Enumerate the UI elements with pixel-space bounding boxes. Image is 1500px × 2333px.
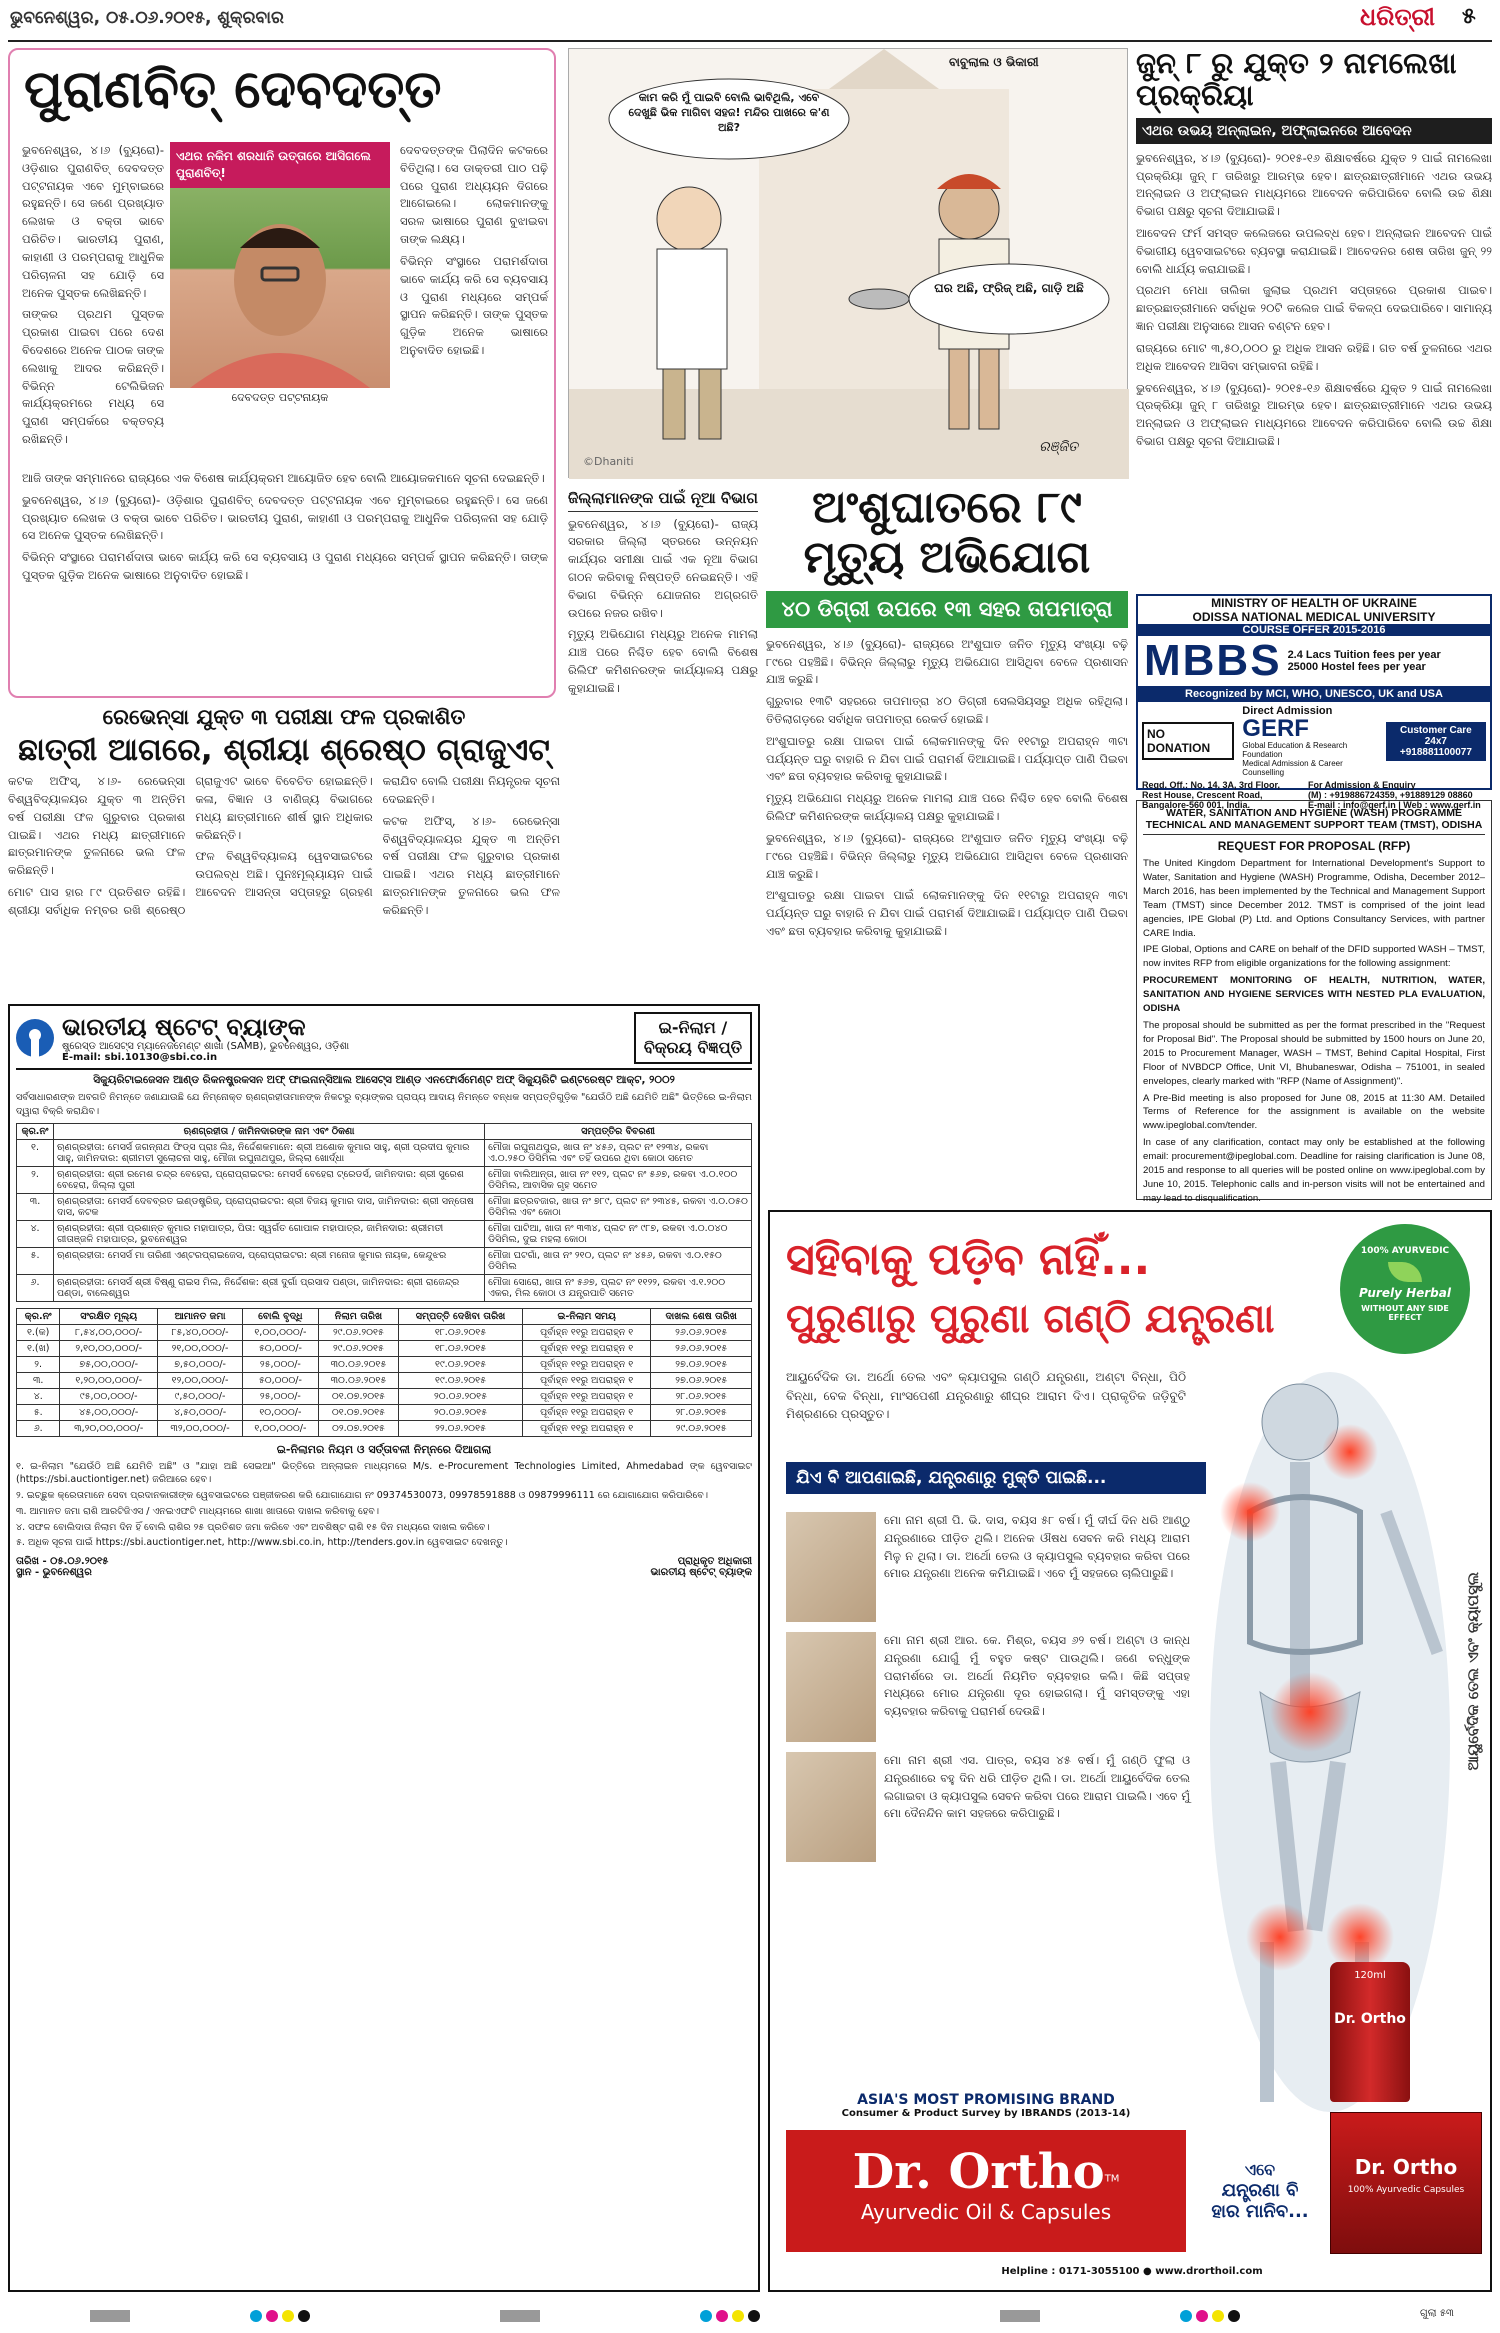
mbbs-row [1138, 636, 1490, 686]
table-cell: ୨,୧୦,୦୦,୦୦୦/- [60, 1340, 158, 1356]
table-cell: ୬. [17, 1274, 54, 1301]
table-cell: ୨୭.୦୬.୨୦୧୫ [651, 1372, 752, 1388]
rfp-p2: IPE Global, Options and CARE on behalf of the DFID supported WASH – TMST, now invites RFP from eligible organizations for the following assignment: [1143, 944, 1485, 970]
col-header: କ୍ର.ନଂ [17, 1123, 54, 1139]
color-mark-yellow [282, 2310, 294, 2322]
ad-enquiry: For Admission & Enquiry [1308, 780, 1416, 790]
table-cell: ୬. [17, 1420, 60, 1436]
rfp-org2: TECHNICAL AND MANAGEMENT SUPPORT TEAM (TMST), ODISHA [1143, 819, 1485, 835]
story-body-bottom [22, 470, 548, 589]
auction-table-body [17, 1324, 752, 1436]
photo-caption: ଦେବଦତ୍ତ ପଟ୍ଟନାୟକ [231, 390, 329, 404]
table-cell: ୨୯.୦୬.୨୦୧୫ [318, 1340, 398, 1356]
col-header: ବୋଲି ବୃଦ୍ଧି [243, 1308, 319, 1324]
mbbs-label: MBBS [1144, 636, 1282, 685]
cartoon-panel [568, 48, 1128, 478]
table-cell: ପୂର୍ବାହ୍ନ ୧୧ରୁ ଅପରାହ୍ନ ୧ [522, 1356, 651, 1372]
story-title: ଜୁନ୍ ୮ ରୁ ଯୁକ୍ତ ୨ ନାମଲେଖା ପ୍ରକ୍ରିୟା [1136, 46, 1457, 112]
paragraph: ରାଜ୍ୟରେ ମୋଟ ୩,୫୦,୦୦୦ ରୁ ଅଧିକ ଆସନ ରହିଛି। ଗତ ବର୍ଷ ତୁଳନାରେ ଏଥର ଅଧିକ ଆବେଦନ ଆସିବା ସମ୍ଭାବନା ରହିଛି। [1136, 340, 1492, 373]
notice-type-1: ଇ-ନିଲାମ / [658, 1018, 728, 1037]
table-row [17, 1193, 752, 1220]
table-cell: ଋଣଗ୍ରହୀତା: ମେସର୍ସ ଦେବବ୍ରତ ଇଣ୍ଡଷ୍ଟ୍ରିଜ୍, ପ୍ରୋପ୍ରାଇଟର: ଶ୍ରୀ ବିଜୟ କୁମାର ଦାସ, ଜାମିନଦାର: ଶ୍ରୀ ସନ୍ତୋଷ ଦାସ, କଟକ [54, 1193, 485, 1220]
paragraph: ବିଭିନ୍ନ ସଂସ୍ଥାରେ ପରାମର୍ଶଦାତା ଭାବେ କାର୍ଯ୍ୟ କରି ସେ ବ୍ୟବସାୟ ଓ ପୁରାଣ ମଧ୍ୟରେ ସମ୍ପର୍କ ସ୍ଥାପନ କରିଛନ୍ତି। ତାଙ୍କ ପୁସ୍ତକ ଗୁଡ଼ିକ ଅନେକ ଭାଷାରେ ଅନୁବାଦିତ ହୋଇଛି। [22, 550, 548, 583]
paragraph: କଟକ ଅଫିସ୍, ୪।୬- ରେଭେନ୍ସା ବିଶ୍ୱବିଦ୍ୟାଳୟର ଯୁକ୍ତ ୩ ଅନ୍ତିମ ବର୍ଷ ପରୀକ୍ଷା ଫଳ ଗୁରୁବାର ପ୍ରକାଶ ପାଇଛି। ଏଥର ମଧ୍ୟ ଛାତ୍ରୀମାନେ ଛାତ୍ରମାନଙ୍କ ତୁଳନାରେ ଭଲ ଫଳ କରିଛନ୍ତି। [8, 774, 186, 878]
table-cell: ୩. [17, 1193, 54, 1220]
cartoon-tag: ବାବୁଲାଲ ଓ ଭିକାରୀ [949, 55, 1039, 69]
col-header: ସଂରକ୍ଷିତ ମୂଲ୍ୟ [60, 1308, 158, 1324]
sbi-bank-name: ଭାରତୀୟ ଷ୍ଟେଟ୍ ବ୍ୟାଙ୍କ [62, 1013, 306, 1041]
color-mark-magenta [1196, 2310, 1208, 2322]
gerf-logo: GERF [1242, 715, 1309, 742]
table-cell: ପୂର୍ବାହ୍ନ ୧୧ରୁ ଅପରାହ୍ନ ୧ [522, 1420, 651, 1436]
table-cell: ୨୭.୦୬.୨୦୧୫ [651, 1356, 752, 1372]
table-row [17, 1356, 752, 1372]
masthead-rule [8, 40, 1492, 42]
table-cell: ୫୦,୦୦୦/- [243, 1372, 319, 1388]
gray-bar [1000, 2310, 1040, 2322]
rfp-heading: REQUEST FOR PROPOSAL (RFP) [1217, 839, 1411, 853]
table-cell: ୨୮.୦୬.୨୦୧୫ [651, 1404, 752, 1420]
care-number: +918881100077 [1399, 746, 1472, 758]
footer-strip [0, 2300, 1500, 2333]
table-cell: ପୂର୍ବାହ୍ନ ୧୧ରୁ ଅପରାହ୍ନ ୧ [522, 1388, 651, 1404]
story-title-line1: ରେଭେନ୍ସା ଯୁକ୍ତ ୩ ପରୀକ୍ଷା ଫଳ ପ୍ରକାଶିତ [102, 705, 466, 729]
table-header-row [17, 1308, 752, 1324]
col-header: ଆମାନତ ଜମା [158, 1308, 243, 1324]
story-body [1136, 150, 1492, 451]
table-cell: ୨୫,୦୦୦/- [243, 1356, 319, 1372]
rfp-p1: The United Kingdom Department for International Development's Support to Water, Sanitation and Hygiene (WASH) Programme, Odisha, December 2012–March 2016, has been implemented by the Technical and Management Support Team (TMST) since December 2012. TMST is comprised of the joint lead agencies, IPE Global (P) Ltd. and Options Consultancy Services, with partner CARE India. [1143, 858, 1485, 939]
paragraph: ଭୁବନେଶ୍ୱର, ୪।୬ (ବ୍ୟୁରୋ)- ଓଡ଼ିଶାର ପୁରାଣବିତ୍ ଦେବଦତ୍ତ ପଟ୍ଟନାୟକ ଏବେ ମୁମ୍ବାଇରେ ରହୁଛନ୍ତି। ସେ ଜଣେ ପ୍ରଖ୍ୟାତ ଲେଖକ ଓ ବକ୍ତା ଭାବେ ପରିଚିତ। ଭାରତୀୟ ପୁରାଣ, କାହାଣୀ ଓ ପରମ୍ପରାକୁ ଆଧୁନିକ ପରିଚାଳନା ସହ ଯୋଡ଼ି ସେ ଅନେକ ପୁସ୍ତକ ଲେଖିଛନ୍ତି। [22, 143, 164, 300]
table-cell: ୧,୦୦,୦୦୦/- [243, 1420, 319, 1436]
color-mark-black [1228, 2310, 1240, 2322]
table-cell: ୧୮.୦୬.୨୦୧୫ [399, 1340, 523, 1356]
color-mark-yellow [1212, 2310, 1224, 2322]
quote-banner: ଏଥର ନକିମ ଶରଧାନି ଉତ୍ତାରେ ଆସିଗଲେ ପୁରାଣବିତ୍! [170, 142, 390, 188]
table-cell: ୨୯.୦୬.୨୦୧୫ [318, 1324, 398, 1340]
paragraph: କଟକ ଅଫିସ୍, ୪।୬- ରେଭେନ୍ସା ବିଶ୍ୱବିଦ୍ୟାଳୟର ଯୁକ୍ତ ୩ ଅନ୍ତିମ ବର୍ଷ ପରୀକ୍ଷା ଫଳ ଗୁରୁବାର ପ୍ରକାଶ ପାଇଛି। ଏଥର ମଧ୍ୟ ଛାତ୍ରୀମାନେ ଛାତ୍ରମାନଙ୍କ ତୁଳନାରେ ଭଲ ଫଳ କରିଛନ୍ତି। [382, 813, 560, 917]
table-cell: ୯,୫୦,୦୦୦/- [158, 1388, 243, 1404]
product-box [1330, 2112, 1482, 2254]
portrait-icon [170, 188, 390, 388]
table-cell: ୫୦,୦୦୦/- [243, 1340, 319, 1356]
ad-line1: MINISTRY OF HEALTH OF UKRAINE [1211, 596, 1417, 610]
no-donation: NO DONATION [1142, 722, 1234, 760]
promising-1: ASIA'S MOST PROMISING BRAND [857, 2092, 1115, 2108]
rfp-notice [1136, 800, 1492, 1204]
table-cell: ୩୨,୦୦,୦୦୦/- [158, 1420, 243, 1436]
sbi-signatory: ପ୍ରାଧିକୃତ ଅଧିକାରୀ [677, 1556, 752, 1568]
paragraph: ମୋଟ ପାସ ହାର ୮୯ ପ୍ରତିଶତ ରହିଛି। ଶ୍ରୀୟା ସର୍ବାଧିକ ନମ୍ବର ରଖି ଶ୍ରେଷ୍ଠ ଗ୍ରାଜୁଏଟ ଭାବେ ବିବେଚିତ ହୋଇଛନ୍ତି। କଳା, ବିଜ୍ଞାନ ଓ ବାଣିଜ୍ୟ ବିଭାଗରେ ମଧ୍ୟ ଛାତ୍ରୀମାନେ ଶୀର୍ଷ ସ୍ଥାନ ଅଧିକାର କରିଛନ୍ତି। [8, 774, 373, 917]
story-title: ଜିଲ୍ଲାମାନଙ୍କ ପାଇଁ ନୂଆ ବିଭାଗ [568, 490, 758, 512]
term-item: ୪. ସଫଳ ବୋଲିଦାତା ନିଲାମ ଦିନ ହିଁ ବୋଲି ରାଶିର ୨୫ ପ୍ରତିଶତ ଜମା କରିବେ ଏବଂ ଅବଶିଷ୍ଟ ରାଶି ୧୫ ଦିନ ମଧ୍ୟରେ ଦାଖଲ କରିବେ। [16, 1521, 490, 1533]
paragraph: ଭୁବନେଶ୍ୱର, ୪।୬ (ବ୍ୟୁରୋ)- ରାଜ୍ୟ ସରକାର ଜିଲ୍ଲା ସ୍ତରରେ ଉନ୍ନୟନ କାର୍ଯ୍ୟର ସମୀକ୍ଷା ପାଇଁ ଏକ ନୂଆ ବିଭାଗ ଗଠନ କରିବାକୁ ନିଷ୍ପତ୍ତି ନେଇଛନ୍ତି। ଏହି ବିଭାଗ ବିଭିନ୍ନ ଯୋଜନାର ଅଗ୍ରଗତି ଉପରେ ନଜର ରଖିବ। [568, 516, 758, 620]
table-row [17, 1247, 752, 1274]
table-cell: ୦୧.୦୭.୨୦୧୫ [318, 1404, 398, 1420]
story-ravenshaw [8, 706, 560, 996]
table-cell: ମୌଜା ପାଟିଆ, ଖାତା ନଂ ୩୩୪, ପ୍ଲଟ ନଂ ୯୮୭, ରକବା ଏ.୦.୦୪୦ ଡିସିମିଲ, ଦୁଇ ମହଲା କୋଠା [485, 1220, 752, 1247]
table-cell: ୫. [17, 1404, 60, 1420]
rfp-assignment: PROCUREMENT MONITORING OF HEALTH, NUTRITION, WATER, SANITATION AND HYGIENE SERVICES WITH NESTED PLA EVALUATION, ODISHA [1143, 975, 1485, 1015]
fee-tuition: 2.4 Lacs Tuition fees per year [1287, 649, 1441, 661]
table-cell: ୨୬.୦୬.୨୦୧୫ [651, 1324, 752, 1340]
table-cell: ୨୫,୦୦୦/- [243, 1388, 319, 1404]
testimonial-text: ମୋ ନାମ ଶ୍ରୀ ଆର. କେ. ମିଶ୍ର, ବୟସ ୬୨ ବର୍ଷ। ଅଣ୍ଟା ଓ କାନ୍ଧ ଯନ୍ତ୍ରଣା ଯୋଗୁଁ ମୁଁ ବହୁତ କଷ୍ଟ ପାଉଥିଲି। ଜଣେ ବନ୍ଧୁଙ୍କ ପରାମର୍ଶରେ ଡା. ଅର୍ଥୋ ନିୟମିତ ବ୍ୟବହାର କଲି। କିଛି ସପ୍ତାହ ମଧ୍ୟରେ ମୋର ଯନ୍ତ୍ରଣା ଦୂର ହୋଇଗଲା। ମୁଁ ସମସ୍ତଙ୍କୁ ଏହା ବ୍ୟବହାର କରିବାକୁ ପରାମର୍ଶ ଦେଉଛି। [884, 1633, 1190, 1719]
story-body [568, 516, 758, 698]
box-label: Dr. Ortho [1354, 2155, 1458, 2179]
brand-panel [786, 2130, 1186, 2252]
sbi-intro: ସର୍ବସାଧାରଣଙ୍କ ଅବଗତି ନିମନ୍ତେ ଜଣାଯାଉଛି ଯେ ନିମ୍ନୋକ୍ତ ଋଣଗ୍ରହୀତାମାନଙ୍କ ନିକଟରୁ ବ୍ୟାଙ୍କର ପ୍ରାପ୍ୟ ଆଦାୟ ନିମନ୍ତେ ବନ୍ଧକ ସମ୍ପତ୍ତିଗୁଡ଼ିକ "ଯେଉଁଠି ଅଛି ଯେମିତି ଅଛି" ଭିତ୍ତିରେ ଇ-ନିଲାମ ଦ୍ୱାରା ବିକ୍ରି କରାଯିବ। [16, 1092, 752, 1117]
product-bottle [1330, 1962, 1410, 2102]
color-mark-cyan [700, 2310, 712, 2322]
table-cell: ୧,୨୦,୦୦,୦୦୦/- [60, 1372, 158, 1388]
table-row [17, 1388, 752, 1404]
gerf-row [1138, 702, 1490, 780]
table-cell: ପୂର୍ବାହ୍ନ ୧୧ରୁ ଅପରାହ୍ନ ୧ [522, 1340, 651, 1356]
table-cell: ୪,୫୦,୦୦୦/- [158, 1404, 243, 1420]
table-cell: ୪. [17, 1220, 54, 1247]
paragraph: ଫଳ ବିଶ୍ୱବିଦ୍ୟାଳୟ ୱେବସାଇଟରେ ଉପଲବ୍ଧ ଅଛି। ପୁନଃମୂଲ୍ୟାୟନ ପାଇଁ ଆବେଦନ ଆସନ୍ତା ସପ୍ତାହରୁ ଗ୍ରହଣ କରାଯିବ ବୋଲି ପରୀକ୍ଷା ନିୟନ୍ତ୍ରକ ସୂଚନା ଦେଇଛନ୍ତି। [195, 774, 560, 900]
paragraph: ମୃତ୍ୟୁ ଅଭିଯୋଗ ମଧ୍ୟରୁ ଅନେକ ମାମଲା ଯାଞ୍ଚ ପରେ ନିଶ୍ଚିତ ହେବ ବୋଲି ବିଶେଷ ରିଲିଫ କମିଶନରଙ୍କ କାର୍ଯ୍ୟାଳୟ ପକ୍ଷରୁ କୁହାଯାଇଛି। [568, 627, 758, 695]
table-cell: ୩,୨୦,୦୦,୦୦୦/- [60, 1420, 158, 1436]
borrower-table [16, 1123, 752, 1302]
testimonial-photo [786, 1632, 876, 1742]
promising-block [786, 2092, 1186, 2119]
term-item: ୫. ଅଧିକ ସୂଚନା ପାଇଁ https://sbi.auctiontiger.net, http://www.sbi.co.in, http://tenders.gov.in ୱେବସାଇଟ ଦେଖନ୍ତୁ। [16, 1537, 508, 1549]
col-header: ସମ୍ପତ୍ତି ଦେଖିବା ତାରିଖ [399, 1308, 523, 1324]
ortho-intro: ଆୟୁର୍ବେଦିକ ଡା. ଅର୍ଥୋ ତେଲ ଏବଂ କ୍ୟାପସୁଲ ଗଣ୍ଠି ଯନ୍ତ୍ରଣା, ଅଣ୍ଟା ବିନ୍ଧା, ପିଠି ବିନ୍ଧା, ବେକ ବିନ୍ଧା, ମାଂସପେଶୀ ଯନ୍ତ୍ରଣାରୁ ଶୀଘ୍ର ଆରାମ ଦିଏ। ପ୍ରାକୃତିକ ଜଡ଼ିବୁଟି ମିଶ୍ରଣରେ ପ୍ରସ୍ତୁତ। [786, 1370, 1186, 1422]
mbbs-ad [1136, 594, 1492, 810]
table-row [17, 1139, 752, 1166]
table-cell: ପୂର୍ବାହ୍ନ ୧୧ରୁ ଅପରାହ୍ନ ୧ [522, 1404, 651, 1420]
helpline: Helpline : 0171-3055100 ● www.drorthoil.com [1001, 2266, 1263, 2277]
table-row [17, 1420, 752, 1436]
table-cell: ୩୦.୦୬.୨୦୧୫ [318, 1356, 398, 1372]
gray-bar [500, 2310, 540, 2322]
table-cell: ୨. [17, 1356, 60, 1372]
sbi-logo-icon [16, 1019, 54, 1057]
rfp-body [1143, 857, 1485, 1206]
testimonial-item [786, 1752, 1190, 1862]
speech-bubble-2: ଘର ଅଛି, ଫ୍ରିଜ୍ ଅଛି, ଗାଡ଼ି ଅଛି [934, 281, 1084, 295]
notice-type-2: ବିକ୍ରୟ ବିଜ୍ଞପ୍ତି [643, 1038, 742, 1057]
table-row [17, 1274, 752, 1301]
paragraph: ଭୁବନେଶ୍ୱର, ୪।୬ (ବ୍ୟୁରୋ)- ରାଜ୍ୟରେ ଅଂଶୁଘାତ ଜନିତ ମୃତ୍ୟୁ ସଂଖ୍ୟା ବଢ଼ି ୮୯ରେ ପହଞ୍ଚିଛି। ବିଭିନ୍ନ ଜିଲ୍ଲାରୁ ମୃତ୍ୟୁ ଅଭିଯୋଗ ଆସିଥିବା ବେଳେ ପ୍ରଶାସନ ଯାଞ୍ଚ କରୁଛି। [766, 830, 1128, 881]
testimonial-photo [786, 1512, 876, 1622]
bottle-size: 120ml [1354, 1970, 1386, 1981]
color-mark-black [298, 2310, 310, 2322]
gerf-sub: Global Education & Research Foundation [1242, 741, 1348, 759]
page-number: ୫ [1462, 4, 1476, 29]
table-cell: ୩୦.୦୬.୨୦୧୫ [318, 1372, 398, 1388]
table-row [17, 1324, 752, 1340]
sbi-date: ତାରିଖ - ୦୫.୦୬.୨୦୧୫ [16, 1556, 109, 1568]
ad-email: E-mail : info@gerf.in | Web : www.gerf.in [1308, 800, 1481, 810]
sbi-subtitle: ସିକ୍ୟୁରିଟାଇଜେସନ ଆଣ୍ଡ ରିକନଷ୍ଟ୍ରକସନ ଅଫ୍ ଫାଇନାନ୍ସିଆଲ ଆସେଟ୍ସ ଆଣ୍ଡ ଏନଫୋର୍ସମେଣ୍ଟ ଅଫ୍ ସିକ୍ୟୁରିଟି ଇଣ୍ଟରେଷ୍ଟ ଆକ୍ଟ, ୨୦୦୨ [93, 1074, 675, 1086]
customer-care [1386, 722, 1486, 761]
tagline-3: ହାର ମାନିବ... [1211, 2201, 1309, 2222]
paragraph: ବିଭିନ୍ନ ସଂସ୍ଥାରେ ପରାମର୍ଶଦାତା ଭାବେ କାର୍ଯ୍ୟ କରି ସେ ବ୍ୟବସାୟ ଓ ପୁରାଣ ମଧ୍ୟରେ ସମ୍ପର୍କ ସ୍ଥାପନ କରିଛନ୍ତି। ତାଙ୍କ ପୁସ୍ତକ ଗୁଡ଼ିକ ଅନେକ ଭାଷାରେ ଅନୁବାଦିତ ହୋଇଛି। [400, 253, 548, 357]
table-cell: ୧୮.୦୬.୨୦୧୫ [399, 1324, 523, 1340]
table-cell: ୧.(ଖ) [17, 1340, 60, 1356]
ad-line2: ODISSA NATIONAL MEDICAL UNIVERSITY [1192, 610, 1436, 624]
table-cell: ୧୨,୦୦,୦୦୦/- [158, 1372, 243, 1388]
story-title-line2: ଛାତ୍ରୀ ଆଗରେ, ଶ୍ରୀୟା ଶ୍ରେଷ୍ଠ ଗ୍ରାଜୁଏଟ୍ [18, 732, 550, 769]
brand-name: Dr. Ortho [852, 2144, 1105, 2200]
gray-bar [90, 2310, 130, 2322]
story-body-right [400, 142, 548, 364]
auction-table [16, 1308, 752, 1437]
story-title: ପୁରାଣବିତ୍ ଦେବଦତ୍ତ [24, 60, 442, 120]
table-cell: ୦୨.୦୭.୨୦୧୫ [318, 1420, 398, 1436]
table-cell: ମୌଜା ସୋରୋ, ଖାତା ନଂ ୫୬୭, ପ୍ଲଟ ନଂ ୧୧୨୨, ରକବା ଏ.୧.୨୦୦ ଏକର, ମିଲ କୋଠା ଓ ଯନ୍ତ୍ରପାତି ସମେତ [485, 1274, 752, 1301]
col-header: ଦାଖଲ ଶେଷ ତାରିଖ [651, 1308, 752, 1324]
rfp-p5: In case of any clarification, contact may only be established at the following email: procurement@ipeglobal.com. Deadline for raising clarification is June 08, 2015 and response to all queries will be posted online on www.ipeglobal.com by June 10, 2015. Telephonic calls and in-person visits will not be entertained and may lead to disqualification. [1143, 1137, 1485, 1204]
table-cell: ୨୮.୦୬.୨୦୧୫ [651, 1388, 752, 1404]
paragraph: ମୃତ୍ୟୁ ଅଭିଯୋଗ ମଧ୍ୟରୁ ଅନେକ ମାମଲା ଯାଞ୍ଚ ପରେ ନିଶ୍ଚିତ ହେବ ବୋଲି ବିଶେଷ ରିଲିଫ କମିଶନରଙ୍କ କାର୍ଯ୍ୟାଳୟ ପକ୍ଷରୁ କୁହାଯାଇଛି। [766, 791, 1128, 824]
herbal-badge [1340, 1224, 1470, 1354]
table-row [17, 1340, 752, 1356]
tagline-1: ଏବେ [1244, 2160, 1276, 2179]
speech-bubble-1: କାମ କରି ମୁଁ ପାଇବି ବୋଲି ଭାବିଥିଲି, ଏବେ ଦେଖୁଛି ଭିକ ମାଗିବା ସହଜ! ମନ୍ଦିର ପାଖରେ କ'ଣ ଅଛି? [628, 91, 830, 134]
gerf-block [1242, 705, 1385, 777]
rfp-p3: The proposal should be submitted as per the format prescribed in the "Request for Proposal Bid". The Proposal should be submitted by 1500 hours on June 20, 2015 to Procurement Manager, WASH – TMST, Behind Capital Hospital, First Floor of NVBDCP Office, Unit VI, Bhubaneswar, Odisha – 751001, in sealed envelopes, clearly marked with "RFP (Name of Assignment)". [1143, 1019, 1485, 1087]
table-cell: ୩. [17, 1372, 60, 1388]
color-mark-black [748, 2310, 760, 2322]
table-row [17, 1166, 752, 1193]
testimonial-list [786, 1512, 1190, 1872]
testimonial-photo [786, 1752, 876, 1862]
paragraph: ଆବେଦନ ଫର୍ମ ସମସ୍ତ କଲେଜରେ ଉପଲବ୍ଧ ହେବ। ଅନ୍‌ଲାଇନ ଆବେଦନ ପାଇଁ ବିଭାଗୀୟ ୱେବସାଇଟରେ ବ୍ୟବସ୍ଥା କରାଯାଇଛି। ଆବେଦନର ଶେଷ ତାରିଖ ଜୁନ୍ ୨୨ ବୋଲି ଧାର୍ଯ୍ୟ କରାଯାଇଛି। [1136, 226, 1492, 276]
sbi-header [16, 1012, 752, 1070]
paragraph: ଆଜି ତାଙ୍କ ସମ୍ମାନରେ ରାଜ୍ୟରେ ଏକ ବିଶେଷ କାର୍ଯ୍ୟକ୍ରମ ଆୟୋଜିତ ହେବ ବୋଲି ଆୟୋଜକମାନେ ସୂଚନା ଦେଇଛନ୍ତି। [22, 471, 545, 485]
color-mark-magenta [716, 2310, 728, 2322]
table-cell: ୨୦.୦୬.୨୦୧୫ [399, 1404, 523, 1420]
col-header: ଋଣଗ୍ରହୀତା / ଜାମିନଦାରଙ୍କ ନାମ ଏବଂ ଠିକଣା [54, 1123, 485, 1139]
ortho-headline-2: ପୁରୁଣାରୁ ପୁରୁଣା ଗଣ୍ଠି ଯନ୍ତ୍ରଣା [786, 1296, 1275, 1342]
notice-type-box [634, 1012, 752, 1064]
story-heatstroke [766, 484, 1128, 1204]
paragraph: ଅଂଶୁଘାତରୁ ରକ୍ଷା ପାଇବା ପାଇଁ ଲୋକମାନଙ୍କୁ ଦିନ ୧୧ଟାରୁ ଅପରାହ୍ନ ୩ଟା ପର୍ଯ୍ୟନ୍ତ ଘରୁ ବାହାରି ନ ଯିବା ପାଇଁ ପରାମର୍ଶ ଦିଆଯାଇଛି। ପର୍ଯ୍ୟାପ୍ତ ପାଣି ପିଇବା ଏବଂ ଛତା ବ୍ୟବହାର କରିବାକୁ କୁହାଯାଇଛି। [766, 733, 1128, 784]
sbi-auction-notice [8, 1004, 760, 2292]
fee-block [1288, 649, 1441, 673]
leaf-icon [1388, 1262, 1422, 1282]
table-cell: ୨. [17, 1166, 54, 1193]
table-cell: ମୌଜା ଛତ୍ରବଜାର, ଖାତା ନଂ ୭୮୯, ପ୍ଲଟ ନଂ ୨୩୪୫, ରକବା ଏ.୦.୦୫୦ ଡିସିମିଲ ଏବଂ କୋଠା [485, 1193, 752, 1220]
ortho-vertical-text: ଆୟୁର୍ବେଦିକ ତେଲ ଏବଂ କ୍ୟାପସୁଲ [1464, 1572, 1482, 1771]
promising-2: Consumer & Product Survey by IBRANDS (2013-14) [841, 2108, 1131, 2119]
table-cell: ୨୯.୦୬.୨୦୧୫ [651, 1420, 752, 1436]
tagline [1200, 2160, 1320, 2222]
paragraph: ଗୁରୁବାର ୧୩ଟି ସହରରେ ତାପମାତ୍ରା ୪୦ ଡିଗ୍ରୀ ସେଲସିୟସରୁ ଅଧିକ ରହିଥିଲା। ତିତିଲାଗଡ଼ରେ ସର୍ବାଧିକ ତାପମାତ୍ରା ରେକର୍ଡ ହୋଇଛି। [766, 694, 1128, 727]
cartoon-signature: ରଞ୍ଜିତ [1039, 439, 1079, 455]
fee-hostel: 25000 Hostel fees per year [1287, 661, 1426, 673]
ad-phones: (M) : +919886724359, +91889129 08860 [1308, 790, 1473, 800]
table-cell: ଋଣଗ୍ରହୀତା: ଶ୍ରୀ ପ୍ରଶାନ୍ତ କୁମାର ମହାପାତ୍ର, ପିତା: ସ୍ୱର୍ଗତ ଗୋପାଳ ମହାପାତ୍ର, ଜାମିନଦାର: ଶ୍ରୀମତୀ ଗୀତାଞ୍ଜଳି ମହାପାତ୍ର, ଭୁବନେଶ୍ୱର [54, 1220, 485, 1247]
paragraph: ଭୁବନେଶ୍ୱର, ୪।୬ (ବ୍ୟୁରୋ)- ଓଡ଼ିଶାର ପୁରାଣବିତ୍ ଦେବଦତ୍ତ ପଟ୍ଟନାୟକ ଏବେ ମୁମ୍ବାଇରେ ରହୁଛନ୍ତି। ସେ ଜଣେ ପ୍ରଖ୍ୟାତ ଲେଖକ ଓ ବକ୍ତା ଭାବେ ପରିଚିତ। ଭାରତୀୟ ପୁରାଣ, କାହାଣୀ ଓ ପରମ୍ପରାକୁ ଆଧୁନିକ ପରିଚାଳନା ସହ ଯୋଡ଼ି ସେ ଅନେକ ପୁସ୍ତକ ଲେଖିଛନ୍ତି। [22, 492, 548, 543]
table-cell: ୦୧.୦୭.୨୦୧୫ [318, 1388, 398, 1404]
table-cell: ମୌଜା ଘଟଗାଁ, ଖାତା ନଂ ୨୧୦, ପ୍ଲଟ ନଂ ୪୫୬, ରକବା ଏ.୦.୧୫୦ ଡିସିମିଲ [485, 1247, 752, 1274]
story-body [8, 773, 560, 920]
ortho-banner: ଯିଏ ବି ଆପଣାଇଛି, ଯନ୍ତ୍ରଣାରୁ ମୁକ୍ତି ପାଇଛି... [786, 1462, 1206, 1494]
paragraph: ପ୍ରଥମ ମେଧା ତାଲିକା ଜୁଲାଇ ପ୍ରଥମ ସପ୍ତାହରେ ପ୍ରକାଶ ପାଇବ। ଛାତ୍ରଛାତ୍ରୀମାନେ ସର୍ବାଧିକ ୨୦ଟି କଲେଜ ପାଇଁ ବିକଳ୍ପ ଦେଇପାରିବେ। ସାମାନ୍ୟ ଜ୍ଞାନ ପରୀକ୍ଷା ଅନୁସାରେ ଆସନ ବଣ୍ଟନ ହେବ। [1136, 283, 1492, 334]
sbi-signatory-bank: ଭାରତୀୟ ଷ୍ଟେଟ୍ ବ୍ୟାଙ୍କ [650, 1567, 752, 1579]
table-cell: ୭୫,୦୦,୦୦୦/- [60, 1356, 158, 1372]
testimonial-text: ମୋ ନାମ ଶ୍ରୀ ଏସ. ପାତ୍ର, ବୟସ ୪୫ ବର୍ଷ। ମୁଁ ଗଣ୍ଠି ଫୁଲା ଓ ଯନ୍ତ୍ରଣାରେ ବହୁ ଦିନ ଧରି ପୀଡ଼ିତ ଥିଲି। ଡା. ଅର୍ଥୋ ଆୟୁର୍ବେଦିକ ତେଲ ଲଗାଇବା ଓ କ୍ୟାପସୁଲ ସେବନ କରିବା ପରେ ଆରାମ ପାଇଲି। ଏବେ ମୁଁ ମୋ ଦୈନନ୍ଦିନ କାମ ସହଜରେ କରିପାରୁଛି। [884, 1753, 1190, 1821]
terms-list [16, 1460, 752, 1551]
care-label: Customer Care 24x7 [1400, 724, 1472, 747]
sbi-title-block [62, 1013, 634, 1063]
table-cell: ମୌଜା ରଘୁନାଥପୁର, ଖାତା ନଂ ୪୫୬, ପ୍ଲଟ ନଂ ୧୨୩୪, ରକବା ଏ.୦.୨୫୦ ଡିସିମିଲ ଏବଂ ତହିଁ ଉପରେ ଥିବା କୋଠା ସମେତ [485, 1139, 752, 1166]
heat-title-line2: ମୃତ୍ୟୁ ଅଭିଯୋଗ [803, 532, 1091, 584]
table-cell: ୧୯.୦୬.୨୦୧୫ [399, 1356, 523, 1372]
paragraph: ଭୁବନେଶ୍ୱର, ୪।୬ (ବ୍ୟୁରୋ)- ୨୦୧୫-୧୬ ଶିକ୍ଷାବର୍ଷରେ ଯୁକ୍ତ ୨ ପାଇଁ ନାମଲେଖା ପ୍ରକ୍ରିୟା ଜୁନ୍ ୮ ତାରିଖରୁ ଆରମ୍ଭ ହେବ। ଛାତ୍ରଛାତ୍ରୀମାନେ ଏଥର ଉଭୟ ଅନ୍‌ଲାଇନ ଓ ଅଫ୍‌ଲାଇନ ମାଧ୍ୟମରେ ଆବେଦନ କରିପାରିବେ ବୋଲି ଉଚ୍ଚ ଶିକ୍ଷା ବିଭାଗ ପକ୍ଷରୁ ସୂଚନା ଦିଆଯାଇଛି। [1136, 380, 1492, 448]
bottle-label: Dr. Ortho [1334, 2011, 1406, 2027]
table-cell: ୧୦,୦୦୦/- [243, 1404, 319, 1420]
table-row [17, 1372, 752, 1388]
table-cell: ଋଣଗ୍ରହୀତା: ମେସର୍ସ ଜଗନ୍ନାଥ ଫିଡ୍ସ ପ୍ରାଃ ଲିଃ, ନିର୍ଦ୍ଦେଶକମାନେ: ଶ୍ରୀ ଅଶୋକ କୁମାର ସାହୁ, ଶ୍ରୀ ପ୍ରଦୀପ କୁମାର ସାହୁ, ଜାମିନଦାର: ଶ୍ରୀମତୀ ସୁଲୋଚନା ସାହୁ, ମୌଜା ରଘୁନାଥପୁର, ଜିଲ୍ଲା ଖୋର୍ଦ୍ଧା [54, 1139, 485, 1166]
table-cell: ମୌଜା ବାଲିଆନ୍ତା, ଖାତା ନଂ ୧୧୨, ପ୍ଲଟ ନଂ ୫୬୭, ରକବା ଏ.୦.୧୦୦ ଡିସିମିଲ, ଆବାସିକ ଗୃହ ସମେତ [485, 1166, 752, 1193]
paper-name: ଧରିତ୍ରୀ [1360, 3, 1435, 31]
story-photo-block [170, 142, 390, 408]
col-header: କ୍ର.ନଂ [17, 1308, 60, 1324]
brand-sub: Ayurvedic Oil & Capsules [860, 2200, 1112, 2224]
color-mark-cyan [1180, 2310, 1192, 2322]
term-item: ୩. ଆମାନତ ଜମା ରାଶି ଆରଟିଜିଏସ / ଏନଇଏଫଟି ମାଧ୍ୟମରେ ଶାଖା ଖାତାରେ ଦାଖଲ କରିବାକୁ ହେବ। [16, 1505, 380, 1517]
heat-banner: ୪୦ ଡିଗ୍ରୀ ଉପରେ ୧୩ ସହର ତାପମାତ୍ରା [766, 591, 1128, 628]
ad-address: Regd. Off.: No. 14, 3A, 3rd Floor, Rest House, Crescent Road, Bangalore-560 001, India. [1142, 780, 1281, 810]
sbi-place: ସ୍ଥାନ - ଭୁବନେଶ୍ୱର [16, 1567, 92, 1579]
table-cell: ୨୬.୦୬.୨୦୧୫ [651, 1340, 752, 1356]
col-header: ନିଲାମ ତାରିଖ [318, 1308, 398, 1324]
story-new-department [568, 490, 758, 820]
testimonial-text: ମୋ ନାମ ଶ୍ରୀ ପି. ଭି. ଦାସ, ବୟସ ୫୮ ବର୍ଷ। ମୁଁ ଦୀର୍ଘ ଦିନ ଧରି ଆଣ୍ଠୁ ଯନ୍ତ୍ରଣାରେ ପୀଡ଼ିତ ଥିଲି। ଅନେକ ଔଷଧ ସେବନ କରି ମଧ୍ୟ ଆରାମ ମିଳୁ ନ ଥିଲା। ଡା. ଅର୍ଥୋ ତେଲ ଓ କ୍ୟାପସୁଲ ବ୍ୟବହାର କରିବା ପରେ ମୋର ଯନ୍ତ୍ରଣା ଅନେକ କମିଯାଇଛି। ଏବେ ମୁଁ ସହଜରେ ଚାଲିପାରୁଛି। [884, 1513, 1190, 1581]
col-header: ଇ-ନିଲାମ ସମୟ [522, 1308, 651, 1324]
brand-tm: TM [1104, 2173, 1120, 2185]
sbi-footer [16, 1556, 752, 1578]
table-cell: ୪. [17, 1388, 60, 1404]
paragraph: ଦେବଦତ୍ତଙ୍କ ପିଲାଦିନ କଟକରେ ବିତିଥିଲା। ସେ ଡାକ୍ତରୀ ପାଠ ପଢ଼ି ପରେ ପୁରାଣ ଅଧ୍ୟୟନ ଦିଗରେ ଆଗେଇଲେ। ଲୋକମାନଙ୍କୁ ସରଳ ଭାଷାରେ ପୁରାଣ ବୁଝାଇବା ତାଙ୍କ ଲକ୍ଷ୍ୟ। [400, 143, 548, 247]
table-cell: ୧.(କ) [17, 1324, 60, 1340]
table-cell: ଋଣଗ୍ରହୀତା: ଶ୍ରୀ ରମେଶ ଚନ୍ଦ୍ର ବେହେରା, ପ୍ରୋପ୍ରାଇଟର: ମେସର୍ସ ବେହେରା ଟ୍ରେଡର୍ସ, ଜାମିନଦାର: ଶ୍ରୀ ସୁରେଶ ବେହେରା, ଜିଲ୍ଲା ପୁରୀ [54, 1166, 485, 1193]
col-header: ସମ୍ପତ୍ତିର ବିବରଣୀ [485, 1123, 752, 1139]
testimonial-item [786, 1632, 1190, 1742]
ortho-headline-1: ସହିବାକୁ ପଡ଼ିବ ନାହିଁ... [786, 1234, 1151, 1285]
testimonial-item [786, 1512, 1190, 1622]
table-cell: ଋଣଗ୍ରହୀତା: ମେସର୍ସ ଶ୍ରୀ ବିଷ୍ଣୁ ରାଇସ ମିଲ, ନିର୍ଦ୍ଦେଶକ: ଶ୍ରୀ ଦୁର୍ଗା ପ୍ରସାଦ ପଣ୍ଡା, ଜାମିନଦାର: ଶ୍ରୀ ରାଜେନ୍ଦ୍ର ପଣ୍ଡା, ବାଲେଶ୍ୱର [54, 1274, 485, 1301]
table-cell: ପୂର୍ବାହ୍ନ ୧୧ରୁ ଅପରାହ୍ନ ୧ [522, 1324, 651, 1340]
page-code: ଗୁଲା ୫୩ [1420, 2308, 1454, 2319]
badge-mid: Purely Herbal [1359, 1286, 1451, 1300]
table-cell: ୫. [17, 1247, 54, 1274]
table-cell: ୧,୦୦,୦୦୦/- [243, 1324, 319, 1340]
box-sub: 100% Ayurvedic Capsules [1347, 2185, 1465, 2195]
story-subtitle: ଏଥର ଉଭୟ ଅନ୍‌ଲାଇନ, ଅଫ୍‌ଲାଇନରେ ଆବେଦନ [1136, 118, 1492, 144]
badge-bottom: WITHOUT ANY SIDE EFFECT [1361, 1304, 1449, 1322]
rfp-p4: A Pre-Bid meeting is also proposed for June 08, 2015 at 11:30 AM. Detailed Terms of Reference for the assignment is available on the website www.ipeglobal.com/tender. [1143, 1092, 1485, 1132]
table-row [17, 1404, 752, 1420]
ad-line3: COURSE OFFER 2015-2016 [1138, 624, 1490, 636]
story-admission [1136, 48, 1492, 588]
masthead [0, 0, 1500, 40]
table-cell: ଋଣଗ୍ରହୀତା: ମେସର୍ସ ମା ତାରିଣୀ ଏଣ୍ଟରପ୍ରାଇଜେସ, ପ୍ରୋପ୍ରାଇଟର: ଶ୍ରୀ ମନୋଜ କୁମାର ନାୟକ, କେନ୍ଦୁଝର [54, 1247, 485, 1274]
date-line: ଭୁବନେଶ୍ୱର, ୦୫.୦୬.୨୦୧୫, ଶୁକ୍ରବାର [10, 8, 284, 28]
story-debadatta [8, 48, 556, 698]
author-photo [170, 188, 390, 388]
term-item: ୧. ଇ-ନିଲାମ "ଯେଉଁଠି ଅଛି ଯେମିତି ଅଛି" ଓ "ଯାହା ଅଛି ସେଇଆ" ଭିତ୍ତିରେ ଅନ୍‌ଲାଇନ ମାଧ୍ୟମରେ M/s. e-Procurement Technologies Limited, Ahmedabad ଙ୍କ ୱେବସାଇଟ (https://sbi.auctiontiger.net) ଜରିଆରେ ହେବ। [16, 1460, 752, 1486]
table-cell: ୨୦.୦୬.୨୦୧୫ [399, 1388, 523, 1404]
paragraph: ଭୁବନେଶ୍ୱର, ୪।୬ (ବ୍ୟୁରୋ)- ରାଜ୍ୟରେ ଅଂଶୁଘାତ ଜନିତ ମୃତ୍ୟୁ ସଂଖ୍ୟା ବଢ଼ି ୮୯ରେ ପହଞ୍ଚିଛି। ବିଭିନ୍ନ ଜିଲ୍ଲାରୁ ମୃତ୍ୟୁ ଅଭିଯୋଗ ଆସିଥିବା ବେଳେ ପ୍ରଶାସନ ଯାଞ୍ଚ କରୁଛି। [766, 636, 1128, 687]
heat-title-line1: ଅଂଶୁଘାତରେ ୮୯ [812, 482, 1082, 533]
table-cell: ୯୫,୦୦,୦୦୦/- [60, 1388, 158, 1404]
table-cell: ୧୯.୦୬.୨୦୧୫ [399, 1372, 523, 1388]
table-cell: ୭,୫୦,୦୦୦/- [158, 1356, 243, 1372]
badge-percent: 100% AYURVEDIC [1360, 1246, 1450, 1256]
sbi-branch: ଷ୍ଟ୍ରେସ୍‌ଡ ଆସେଟ୍ସ ମ୍ୟାନେଜମେଣ୍ଟ ଶାଖା (SAMB), ଭୁବନେଶ୍ୱର, ଓଡ଼ିଶା [62, 1041, 350, 1052]
sbi-signatory-block [650, 1556, 752, 1578]
tagline-2: ଯନ୍ତ୍ରଣା ବି [1221, 2180, 1299, 2201]
brand-line [786, 2144, 1186, 2200]
cartoon-credit: ©Dhaniti [583, 455, 634, 468]
color-mark-cyan [250, 2310, 262, 2322]
paragraph: ଅଂଶୁଘାତରୁ ରକ୍ଷା ପାଇବା ପାଇଁ ଲୋକମାନଙ୍କୁ ଦିନ ୧୧ଟାରୁ ଅପରାହ୍ନ ୩ଟା ପର୍ଯ୍ୟନ୍ତ ଘରୁ ବାହାରି ନ ଯିବା ପାଇଁ ପରାମର୍ଶ ଦିଆଯାଇଛି। ପର୍ଯ୍ୟାପ୍ତ ପାଣି ପିଇବା ଏବଂ ଛତା ବ୍ୟବହାର କରିବାକୁ କୁହାଯାଇଛି। [766, 888, 1128, 938]
table-cell: ୨୨.୦୬.୨୦୧୫ [399, 1420, 523, 1436]
table-cell: ୮୫,୪୦,୦୦୦/- [158, 1324, 243, 1340]
gerf-sub2: Medical Admission & Career Counselling [1242, 759, 1343, 777]
term-item: ୨. ଇଚ୍ଛୁକ କ୍ରେତାମାନେ ସେବା ପ୍ରଦାନକାରୀଙ୍କ ୱେବସାଇଟରେ ପଞ୍ଜୀକରଣ କରି ଯୋଗାଯୋଗ ନଂ 09374530073, 09978591888 ଓ 09879996111 ରେ ଯୋଗାଯୋଗ କରିପାରିବେ। [16, 1490, 708, 1502]
color-mark-yellow [732, 2310, 744, 2322]
story-body [766, 636, 1128, 941]
dr-ortho-ad [768, 1210, 1492, 2292]
table-cell: ୪୫,୦୦,୦୦୦/- [60, 1404, 158, 1420]
terms-title: ଇ-ନିଲାମର ନିୟମ ଓ ସର୍ତ୍ତାବଳୀ ନିମ୍ନରେ ଦିଆଗଲା [276, 1442, 492, 1456]
sbi-email: E-mail: sbi.10130@sbi.co.in [62, 1052, 218, 1063]
table-cell: ୧. [17, 1139, 54, 1166]
recognized: Recognized by MCI, WHO, UNESCO, UK and USA [1138, 686, 1490, 702]
table-cell: ୨୧,୦୦,୦୦୦/- [158, 1340, 243, 1356]
paragraph: ଭୁବନେଶ୍ୱର, ୪।୬ (ବ୍ୟୁରୋ)- ୨୦୧୫-୧୬ ଶିକ୍ଷାବର୍ଷରେ ଯୁକ୍ତ ୨ ପାଇଁ ନାମଲେଖା ପ୍ରକ୍ରିୟା ଜୁନ୍ ୮ ତାରିଖରୁ ଆରମ୍ଭ ହେବ। ଛାତ୍ରଛାତ୍ରୀମାନେ ଏଥର ଉଭୟ ଅନ୍‌ଲାଇନ ଓ ଅଫ୍‌ଲାଇନ ମାଧ୍ୟମରେ ଆବେଦନ କରିପାରିବେ ବୋଲି ଉଚ୍ଚ ଶିକ୍ଷା ବିଭାଗ ପକ୍ଷରୁ ସୂଚନା ଦିଆଯାଇଛି। [1136, 150, 1492, 219]
table-header-row [17, 1123, 752, 1139]
sbi-date-place [16, 1556, 108, 1578]
table-cell: ପୂର୍ବାହ୍ନ ୧୧ରୁ ଅପରାହ୍ନ ୧ [522, 1372, 651, 1388]
table-cell: ୮,୫୪,୦୦,୦୦୦/- [60, 1324, 158, 1340]
table-row [17, 1220, 752, 1247]
paragraph: ତାଙ୍କର ପ୍ରଥମ ପୁସ୍ତକ ପ୍ରକାଶ ପାଇବା ପରେ ଦେଶ ବିଦେଶରେ ଅନେକ ପାଠକ ତାଙ୍କ ଲେଖାକୁ ଆଦର କରିଛନ୍ତି। ବିଭିନ୍ନ ଟେଲିଭିଜନ କାର୍ଯ୍ୟକ୍ରମରେ ମଧ୍ୟ ସେ ପୁରାଣ ସମ୍ପର୍କରେ ବକ୍ତବ୍ୟ ରଖିଛନ୍ତି। [22, 307, 164, 446]
borrower-table-body [17, 1139, 752, 1301]
rfp-org1: WATER, SANITATION AND HYGIENE (WASH) PROGRAMME [1166, 807, 1462, 819]
story-body [22, 142, 164, 453]
color-mark-magenta [266, 2310, 278, 2322]
direct-admission: Direct Admission [1242, 705, 1333, 717]
